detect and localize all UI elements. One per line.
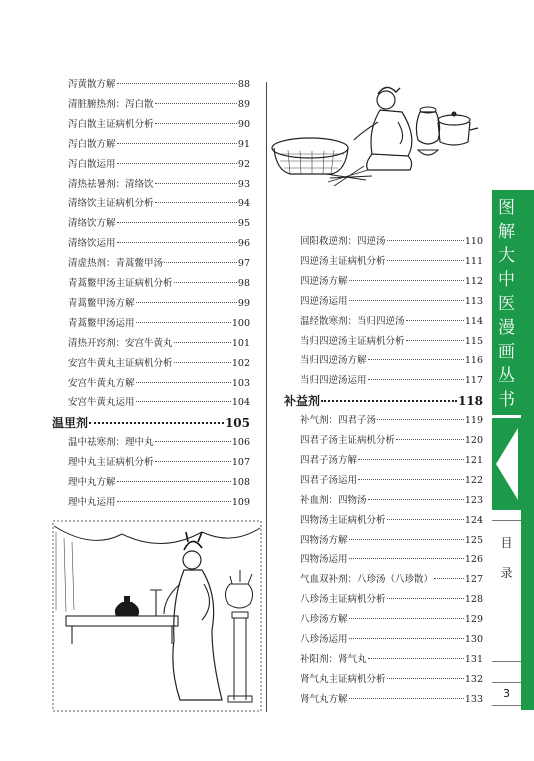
toc-entry (68, 377, 250, 391)
toc-entry-page: 89 (237, 98, 250, 110)
toc-entry-page: 129 (464, 614, 483, 626)
toc-leader-dots (358, 459, 464, 460)
toc-leader-dots (117, 163, 237, 164)
toc-entry-page: 113 (464, 295, 483, 307)
toc-entry (300, 693, 483, 707)
toc-leader-dots (155, 183, 237, 184)
toc-leader-dots (89, 422, 224, 424)
toc-entry-page: 128 (464, 594, 483, 606)
toc-entry-page: 97 (237, 258, 250, 270)
toc-leader-dots (358, 479, 464, 480)
toc-leader-dots (349, 280, 464, 281)
toc-leader-dots (387, 260, 464, 261)
toc-entry-title: 四逆汤运用 (300, 295, 348, 307)
toc-entry (68, 197, 250, 211)
toc-entry-page: 90 (237, 118, 250, 130)
toc-entry-title: 当归四逆汤方解 (300, 355, 367, 367)
toc-entry-title: 四君子汤方解 (300, 454, 358, 466)
toc-entry-page: 114 (464, 315, 483, 327)
toc-entry-title: 补血剂：四物汤 (300, 494, 367, 506)
toc-leader-dots (117, 143, 237, 144)
toc-entry-page: 111 (464, 255, 483, 267)
toc-entry-page: 110 (464, 236, 483, 247)
toc-entry-page: 93 (237, 178, 250, 190)
toc-entry-title: 泻黄散方解 (68, 79, 116, 90)
section-label-char: 目 (500, 536, 513, 550)
toc-entry (68, 98, 250, 112)
toc-entry-title: 青蒿鳖甲汤方解 (68, 297, 135, 309)
toc-entry (300, 414, 483, 428)
toc-entry (300, 434, 483, 448)
toc-entry (300, 593, 483, 607)
illustration-lady (52, 520, 262, 712)
toc-leader-dots (349, 539, 464, 540)
toc-leader-dots (434, 578, 464, 579)
toc-entry-page: 105 (224, 416, 250, 431)
toc-leader-dots (349, 558, 464, 559)
toc-entry-title: 清络饮主证病机分析 (68, 198, 154, 210)
toc-entry-title: 四君子汤主证病机分析 (300, 435, 396, 446)
toc-entry (68, 178, 250, 192)
section-label-char: 录 (500, 566, 513, 580)
toc-entry-title: 四物汤主证病机分析 (300, 514, 386, 526)
toc-leader-dots (349, 698, 464, 699)
toc-leader-dots (136, 401, 231, 402)
series-title-char: 图 (498, 198, 515, 218)
toc-entry (300, 494, 483, 508)
side-tab-green-strip (521, 190, 534, 710)
toc-entry (300, 673, 483, 687)
toc-leader-dots (368, 359, 464, 360)
toc-entry-page: 107 (231, 457, 250, 469)
toc-entry (300, 474, 483, 488)
section-label (492, 531, 521, 585)
toc-leader-dots (155, 123, 237, 124)
toc-entry (300, 534, 483, 548)
toc-entry-page: 98 (237, 278, 250, 289)
toc-entry-title: 四物汤运用 (300, 554, 348, 566)
toc-entry-title: 清热祛暑剂：清络饮 (68, 178, 154, 190)
toc-entry-page: 132 (464, 673, 483, 685)
toc-entry-title: 安宫牛黄丸运用 (68, 397, 135, 409)
toc-entry (300, 354, 483, 368)
toc-entry (68, 476, 250, 490)
toc-leader-dots (349, 638, 464, 639)
toc-entry-page: 108 (231, 477, 250, 488)
toc-entry-page: 125 (464, 534, 483, 546)
toc-leader-dots (387, 598, 464, 599)
toc-leader-dots (406, 320, 464, 321)
toc-entry-title: 肾气丸方解 (300, 693, 348, 705)
toc-entry-page: 104 (231, 397, 250, 409)
toc-entry-title: 气血双补剂：八珍汤（八珍散） (300, 574, 434, 586)
toc-entry-page: 120 (464, 435, 483, 446)
toc-entry (68, 257, 250, 271)
toc-entry (68, 456, 250, 470)
toc-leader-dots (406, 340, 464, 341)
toc-leader-dots (396, 439, 464, 440)
toc-leader-dots (117, 222, 237, 223)
toc-entry-title: 清络饮运用 (68, 238, 116, 250)
series-title-char: 医 (498, 294, 515, 314)
series-title-char: 解 (498, 222, 515, 242)
toc-entry-title: 青蒿鳖甲汤运用 (68, 317, 135, 329)
toc-entry-title: 温经散寒剂：当归四逆汤 (300, 315, 405, 327)
toc-entry (68, 138, 250, 152)
toc-entry-page: 117 (464, 375, 483, 387)
series-title-char: 丛 (498, 366, 515, 386)
toc-entry-page: 112 (464, 275, 483, 287)
toc-entry (68, 337, 250, 351)
toc-entry-page: 131 (464, 653, 483, 665)
toc-entry-page: 95 (237, 218, 250, 230)
series-title-char: 漫 (498, 318, 515, 338)
toc-entry-page: 88 (237, 79, 250, 90)
toc-leader-dots (155, 202, 237, 203)
toc-entry (68, 237, 250, 251)
toc-leader-dots (155, 441, 231, 442)
series-title (492, 196, 521, 412)
toc-leader-dots (155, 103, 237, 104)
series-title-char: 中 (498, 270, 515, 290)
toc-entry (300, 613, 483, 627)
toc-entry-page: 119 (464, 415, 483, 427)
toc-entry-page: 116 (464, 355, 483, 367)
toc-entry (68, 357, 250, 371)
toc-leader-dots (117, 501, 231, 502)
toc-entry-page: 124 (464, 514, 483, 526)
toc-entry-title: 泻白散主证病机分析 (68, 118, 154, 130)
toc-entry (300, 454, 483, 468)
toc-entry (300, 514, 483, 528)
toc-leader-dots (368, 499, 464, 500)
toc-entry (68, 158, 250, 172)
toc-leader-dots (368, 658, 464, 659)
toc-entry (68, 118, 250, 132)
toc-entry-title: 补益剂 (284, 394, 321, 409)
toc-leader-dots (368, 379, 464, 380)
toc-entry-page: 99 (237, 297, 250, 309)
toc-section-heading (284, 394, 483, 408)
toc-leader-dots (117, 242, 237, 243)
toc-entry-title: 温里剂 (52, 416, 89, 431)
toc-entry (68, 217, 250, 231)
toc-entry-title: 理中丸运用 (68, 496, 116, 508)
toc-entry-page: 126 (464, 554, 483, 566)
toc-entry (300, 235, 483, 249)
toc-entry-title: 青蒿鳖甲汤主证病机分析 (68, 278, 173, 289)
toc-entry (68, 436, 250, 450)
toc-entry-title: 当归四逆汤主证病机分析 (300, 335, 405, 347)
toc-leader-dots (117, 481, 231, 482)
toc-entry-title: 八珍汤主证病机分析 (300, 594, 386, 606)
toc-entry-page: 127 (464, 574, 483, 586)
toc-leader-dots (174, 362, 231, 363)
toc-entry-title: 八珍汤运用 (300, 634, 348, 645)
toc-leader-dots (155, 461, 231, 462)
toc-entry-page: 91 (237, 138, 250, 150)
series-title-char: 画 (498, 342, 515, 362)
left-arrow-icon (496, 428, 518, 500)
section-label-box (492, 520, 521, 662)
page-number: 3 (492, 682, 521, 706)
toc-leader-dots (387, 519, 464, 520)
toc-entry-page: 115 (464, 335, 483, 347)
toc-entry (300, 255, 483, 269)
toc-entry (68, 496, 250, 510)
column-divider (266, 82, 267, 712)
toc-entry-page: 92 (237, 158, 250, 170)
toc-entry-title: 泻白散方解 (68, 138, 116, 150)
toc-entry-title: 补阳剂：肾气丸 (300, 653, 367, 665)
toc-leader-dots (349, 300, 464, 301)
toc-entry (300, 374, 483, 388)
toc-leader-dots (321, 400, 457, 402)
toc-entry-title: 四物汤方解 (300, 534, 348, 546)
toc-entry-title: 补气剂：四君子汤 (300, 415, 377, 427)
toc-entry (300, 653, 483, 667)
toc-entry (300, 315, 483, 329)
toc-entry-page: 118 (457, 394, 483, 409)
toc-entry-title: 理中丸方解 (68, 477, 116, 488)
toc-entry-title: 八珍汤方解 (300, 614, 348, 626)
toc-entry-title: 清络饮方解 (68, 218, 116, 230)
illustration-herbalist (268, 78, 478, 190)
toc-entry (68, 297, 250, 311)
toc-entry-page: 109 (231, 496, 250, 508)
toc-entry-title: 温中祛寒剂：理中丸 (68, 437, 154, 449)
toc-entry (300, 275, 483, 289)
toc-entry-title: 四逆汤方解 (300, 275, 348, 287)
toc-entry-title: 泻白散运用 (68, 158, 116, 170)
toc-entry-title: 安宫牛黄丸方解 (68, 377, 135, 389)
toc-entry (300, 295, 483, 309)
toc-entry-page: 133 (464, 693, 483, 705)
toc-entry (68, 396, 250, 410)
toc-entry (300, 573, 483, 587)
toc-entry-title: 清热开窍剂：安宫牛黄丸 (68, 337, 173, 349)
toc-entry (68, 277, 250, 291)
toc-entry-title: 肾气丸主证病机分析 (300, 673, 386, 685)
toc-entry-page: 103 (231, 377, 250, 389)
side-tab (492, 190, 534, 710)
toc-entry-page: 100 (231, 317, 250, 329)
toc-entry-page: 94 (237, 198, 250, 210)
toc-leader-dots (136, 302, 237, 303)
toc-entry-page: 101 (231, 337, 250, 349)
toc-entry-title: 清脏腑热剂：泻白散 (68, 98, 154, 110)
toc-leader-dots (136, 382, 231, 383)
toc-entry (68, 317, 250, 331)
toc-entry-title: 安宫牛黄丸主证病机分析 (68, 357, 173, 369)
toc-leader-dots (174, 282, 237, 283)
toc-entry-page: 96 (237, 238, 250, 250)
toc-leader-dots (387, 678, 464, 679)
toc-entry-page: 106 (231, 437, 250, 449)
toc-entry-page: 121 (464, 454, 483, 466)
toc-entry-title: 当归四逆汤运用 (300, 375, 367, 387)
toc-entry-title: 四君子汤运用 (300, 474, 358, 486)
series-title-char: 大 (498, 246, 515, 266)
toc-entry-title: 四逆汤主证病机分析 (300, 255, 386, 267)
toc-leader-dots (174, 342, 231, 343)
toc-section-heading (52, 416, 250, 430)
toc-entry-title: 理中丸主证病机分析 (68, 457, 154, 469)
series-title-char: 书 (498, 390, 515, 410)
toc-leader-dots (136, 322, 231, 323)
toc-leader-dots (377, 419, 464, 420)
toc-entry (68, 78, 250, 92)
toc-entry-page: 130 (464, 634, 483, 645)
toc-entry-title: 回阳救逆剂：四逆汤 (300, 236, 386, 247)
toc-leader-dots (164, 262, 237, 263)
toc-entry-page: 123 (464, 494, 483, 506)
toc-entry-page: 122 (464, 474, 483, 486)
toc-leader-dots (387, 240, 464, 241)
toc-entry (300, 335, 483, 349)
toc-entry-page: 102 (231, 357, 250, 369)
toc-entry-title: 清虚热剂：青蒿鳖甲汤 (68, 258, 164, 270)
toc-entry (300, 633, 483, 647)
toc-leader-dots (117, 83, 237, 84)
toc-leader-dots (349, 618, 464, 619)
toc-entry (300, 553, 483, 567)
